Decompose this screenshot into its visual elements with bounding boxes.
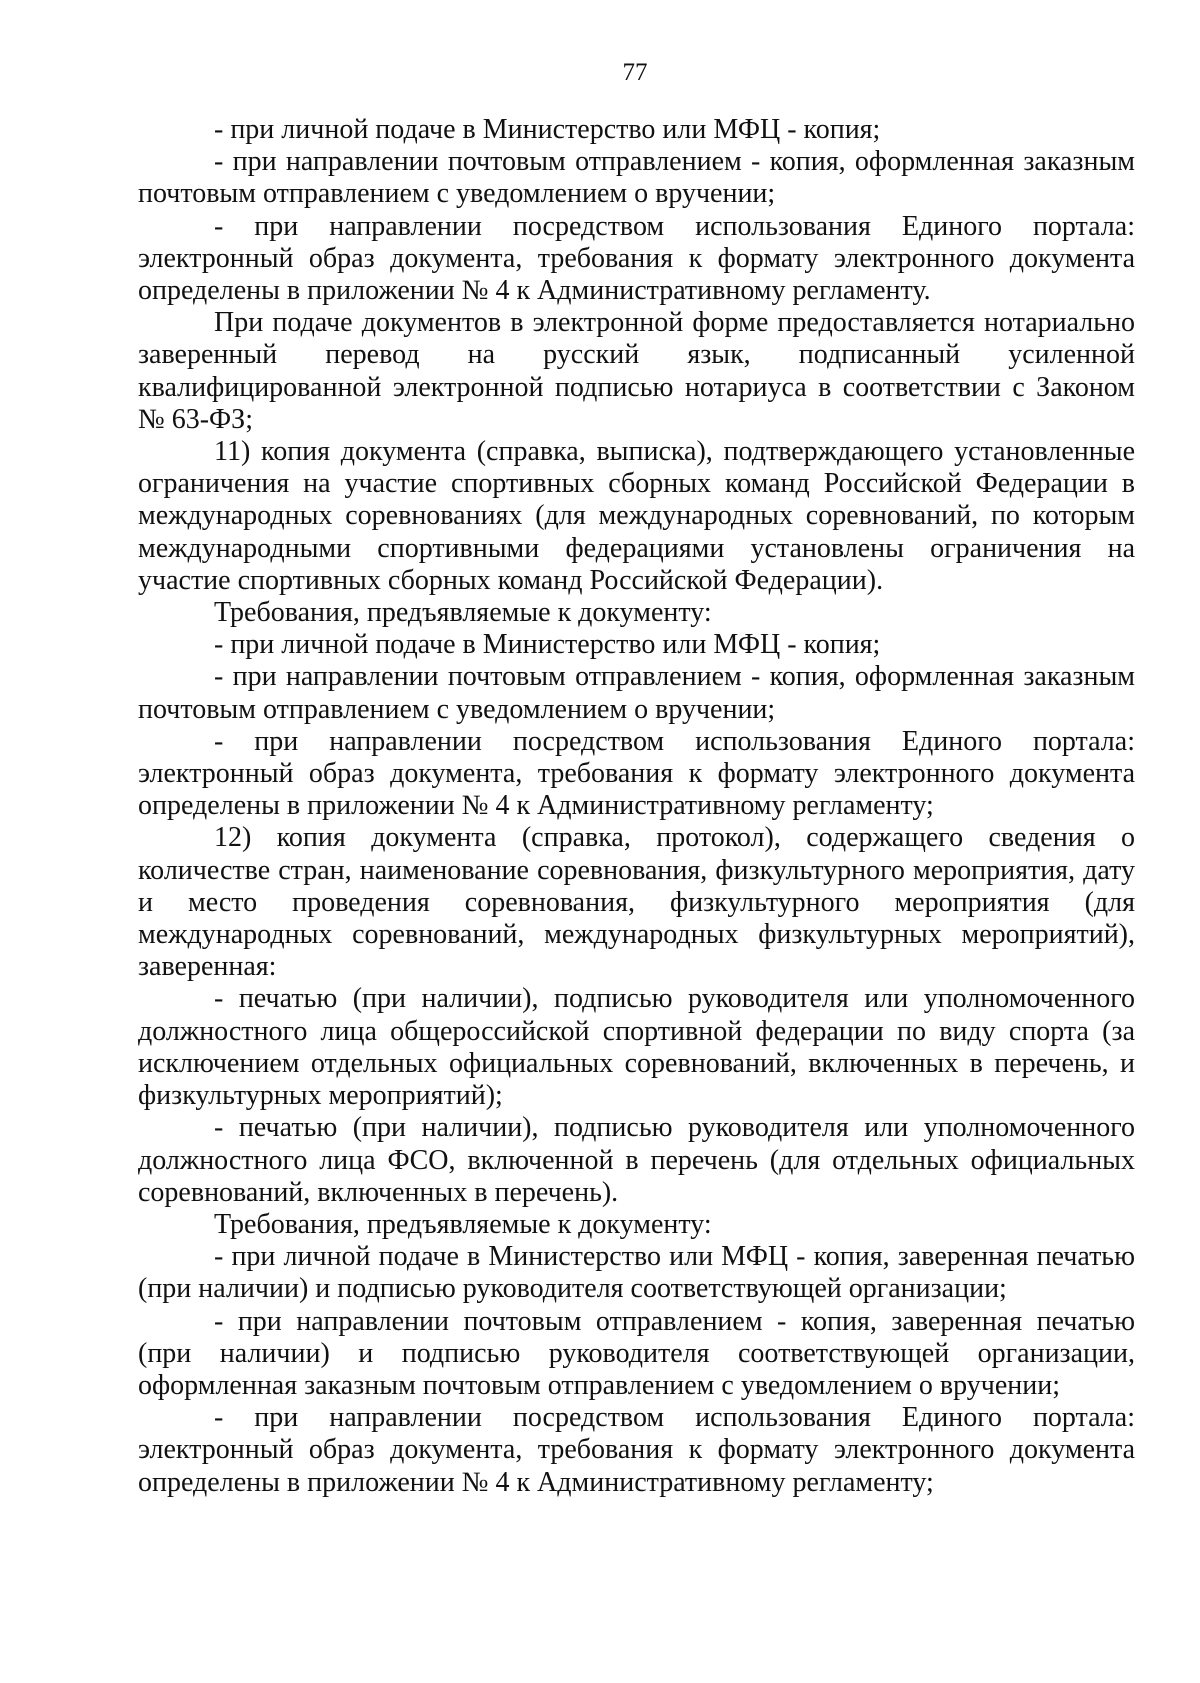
paragraph-6: Требования, предъявляемые к документу: (214, 597, 712, 629)
paragraph-12: - печатью (при наличии), подписью руководителя или уполномоченного должностного лица ФСО, включенной в перечень (для отдельных официальных соревнований, включенных в перечень). (138, 1112, 1135, 1208)
paragraph-7: - при личной подаче в Министерство или МФЦ - копия; (214, 629, 881, 661)
paragraph-4: При подаче документов в электронной форме предоставляется нотариально заверенный перевод на русский язык, подписанный усиленной квалифицированной электронной подписью нотариуса в соответствии с Законом № 63-ФЗ; (138, 307, 1135, 435)
paragraph-9: - при направлении посредством использования Единого портала: электронный образ документа, требования к формату электронного документа определены в приложении № 4 к Административному регламенту; (138, 725, 1135, 822)
paragraph-13: Требования, предъявляемые к документу: (214, 1208, 712, 1240)
paragraph-11: - печатью (при наличии), подписью руководителя или уполномоченного должностного лица общероссийской спортивной федерации по виду спорта (за исключением отдельных официальных соревнований, включенных в перечень, и физкультурных мероприятий); (138, 983, 1135, 1112)
paragraph-5: 11) копия документа (справка, выписка), подтверждающего установленные ограничения на участие спортивных сборных команд Российской Федерации в международных соревнованиях (для международных соревнований, по которым международными спортивными федерациями установлены ограничения на участие спортивных сборных команд Российской Федерации). (138, 436, 1135, 596)
paragraph-3: - при направлении посредством использования Единого портала: электронный образ документа, требования к формату электронного документа определены в приложении № 4 к Административному регламенту. (138, 210, 1135, 307)
paragraph-14: - при личной подаче в Министерство или МФЦ - копия, заверенная печатью (при наличии) и подписью руководителя соответствующей организации; (138, 1241, 1135, 1305)
paragraph-8: - при направлении почтовым отправлением - копия, оформленная заказным почтовым отправлением с уведомлением о вручении; (138, 661, 1135, 725)
paragraph-15: - при направлении почтовым отправлением - копия, заверенная печатью (при наличии) и подписью руководителя соответствующей организации, оформленная заказным почтовым отправлением с уведомлением о вручении; (138, 1305, 1135, 1401)
paragraph-2: - при направлении почтовым отправлением - копия, оформленная заказным почтовым отправлением с уведомлением о вручении; (138, 146, 1135, 210)
paragraph-16: - при направлении посредством использования Единого портала: электронный образ документа, требования к формату электронного документа определены в приложении № 4 к Административному регламенту; (138, 1402, 1135, 1498)
paragraph-10: 12) копия документа (справка, протокол), содержащего сведения о количестве стран, наименование соревнования, физкультурного мероприятия, дату и место проведения соревнования, физкультурного мероприятия (для международных соревнований, международных физкультурных мероприятий), заверенная: (138, 822, 1135, 983)
page-number: 77 (622, 59, 648, 86)
document-body (138, 114, 1135, 1499)
paragraph-1: - при личной подаче в Министерство или МФЦ - копия; (214, 114, 881, 145)
